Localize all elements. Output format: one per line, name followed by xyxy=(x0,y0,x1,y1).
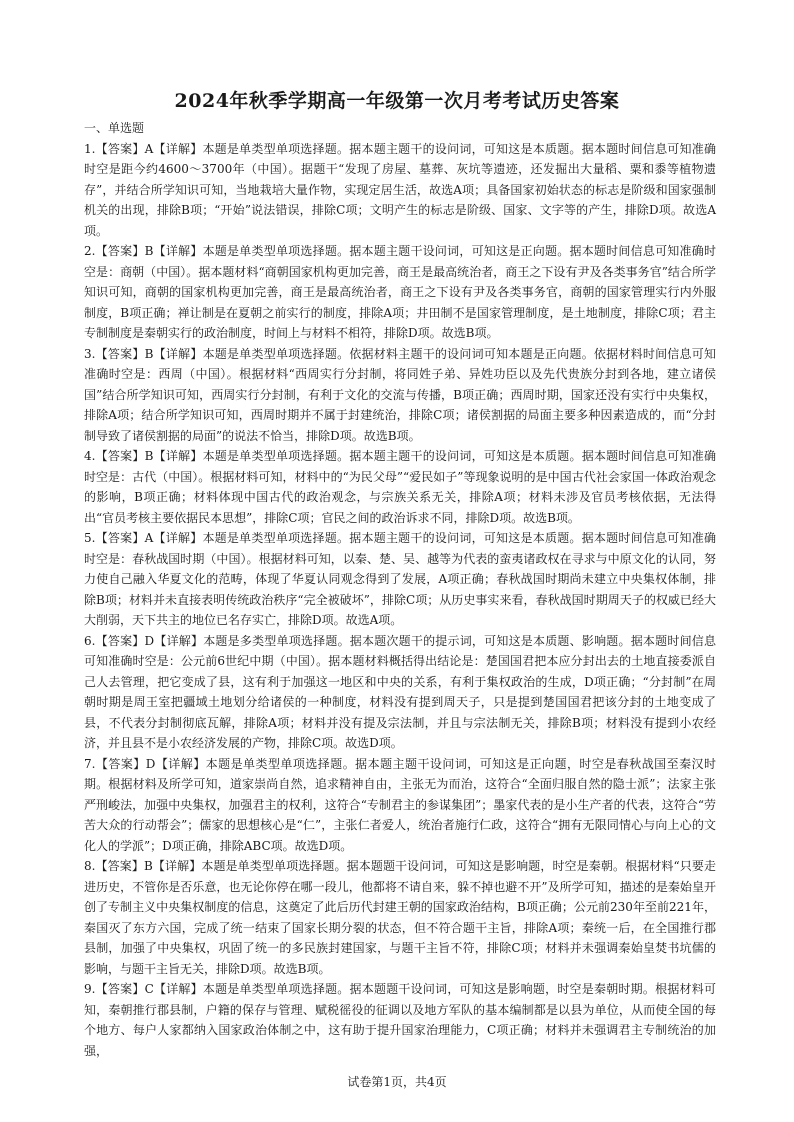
answer-item-8: 8.【答案】B【详解】本题是单类型单项选择题。据本题题干设问词，可知这是影响题，时空是秦朝。根据材料“只要走进历史，不管你是否乐意，也无论你停在哪一段儿，他都将不请自来，躲不掉也避不开”及所学可知，描述的是秦始皇开创了专制主义中央集权制度的信息，这奠定了此后历代封建王朝的国家政治结构，B项正确；公元前230年至前221年，秦国灭了东方六国，完成了统一结束了国家长期分裂的状态，但不符合题干主旨，排除A项；秦统一后，在全国推行郡县制，加强了中央集权，巩固了统一的多民族封建国家，与题干主旨不符，排除C项；材料并未强调秦始皇焚书坑儒的影响，与题干主旨无关，排除D项。故选B项。 xyxy=(84,859,716,976)
answer-item-7: 7.【答案】D【详解】本题是单类型单项选择题。据本题主题干设问词，可知这是正向题，时空是春秋战国至秦汉时期。根据材料及所学可知，道家崇尚自然，追求精神自由，主张无为而治，这符合“全面归服自然的隐士派”；法家主张严刑峻法，加强中央集权，加强君主的权利，这符合“专制君主的参谋集团”；墨家代表的是小生产者的代表，这符合“劳苦大众的行动帮会”；儒家的思想核心是“仁”，主张仁者爱人，统治者施行仁政，这符合“拥有无限同情心与向上心的文化人的学派”；D项正确，排除ABC项。故选D项。 xyxy=(84,756,716,853)
page-footer: 试卷第1页，共4页 xyxy=(347,1075,447,1089)
answer-item-6: 6.【答案】D【详解】本题是多类型单项选择题。据本题次题干的提示词，可知这是本质题、影响题。据本题时间信息可知准确时空是：公元前6世纪中期（中国）。据本题材料概括得出结论是：楚国国君把本应分封出去的土地直接委派自己人去管理，把它变成了县，这有利于加强这一地区和中央的关系，有利于集权政治的生成，D项正确；“分封制”在周朝时期是周王室把疆域土地划分给诸侯的一种制度，材料没有提到周天子，只是提到楚国国君把该分封的土地变成了县，不代表分封制彻底瓦解，排除A项；材料并没有提及宗法制，并且与宗法制无关，排除B项；材料没有提到小农经济，并且县不是小农经济发展的产物，排除C项。故选D项。 xyxy=(84,633,716,750)
section-heading: 一、单选题 xyxy=(84,121,145,135)
answer-item-4: 4.【答案】B【详解】本题是单类型单项选择题。据本题主题干的设问词，可知这是本质题。据本题时间信息可知准确时空是：古代（中国）。根据材料可知，材料中的“为民父母”“爱民如子”等现象说明的是中国古代社会家国一体政治观念的影响，B项正确；材料体现中国古代的政治观念，与宗族关系无关，排除A项；材料未涉及官员考核依据，无法得出“官员考核主要依据民本思想”，排除C项；官民之间的政治诉求不同，排除D项。故选B项。 xyxy=(84,449,716,525)
answer-item-1: 1.【答案】A【详解】本题是单类型单项选择题。据本题主题干的设问词，可知这是本质题。据本题时间信息可知准确时空是距今约4600～3700年（中国）。据题干“发现了房屋、墓葬、灰坑等遗迹，还发掘出大量稻、粟和黍等植物遗存”，并结合所学知识可知，当地栽培大量作物，实现定居生活，故选A项；具备国家初始状态的标志是阶级和国家强制机关的出现，排除B项；“开始”说法错误，排除C项；文明产生的标志是阶级、国家、文字等的产生，排除D项。故选A项。 xyxy=(84,141,716,238)
answer-item-9: 9.【答案】C【详解】本题是单类型单项选择题。据本题题干设问词，可知这是影响题，时空是秦朝时期。根据材料可知，秦朝推行郡县制，户籍的保存与管理、赋税徭役的征调以及地方军队的基本编制都是以县为单位，从而使全国的每个地方、每户人家都纳入国家政治体制之中，这有助于提升国家治理能力，C项正确；材料并未强调君主专制统治的加强， xyxy=(84,982,716,1058)
answer-item-3: 3.【答案】B【详解】本题是单类型单项选择题。依据材料主题干的设问词可知本题是正向题。依据材料时间信息可知准确时空是：西周（中国）。根据材料“西周实行分封制，将同姓子弟、异姓功臣以及先代贵族分封到各地，建立诸侯国”结合所学知识可知，西周实行分封制，有利于文化的交流与传播，B项正确；西周时期，国家还没有实行中央集权，排除A项；结合所学知识可知，西周时期并不属于封建统治，排除C项；诸侯割据的局面主要多种因素造成的，而“分封制导致了诸侯割据的局面”的说法不恰当，排除D项。故选B项。 xyxy=(84,346,716,443)
page-title: 2024年秋季学期高一年级第一次月考考试历史答案 xyxy=(174,90,620,112)
answer-item-2: 2.【答案】B【详解】本题是单类型单项选择题。据本题主题干设问词，可知这是正向题。据本题时间信息可知准确时空是：商朝（中国）。据本题材料“商朝国家机构更加完善，商王是最高统治者，商王之下设有尹及各类事务官”结合所学知识可知，商朝的国家机构更加完善，商王是最高统治者，商王之下设有尹及各类事务官，商朝的国家管理实行内外服制度，B项正确；禅让制是在夏朝之前实行的制度，排除A项；井田制不是国家管理制度，是土地制度，排除C项；君主专制制度是秦朝实行的政治制度，时间上与材料不相符，排除D项。故选B项。 xyxy=(84,244,716,340)
answer-item-5: 5.【答案】A【详解】本题是单类型单项选择题。据本题主题干的设问词，可知这是本质题。据本题时间信息可知准确时空是：春秋战国时期（中国）。根据材料可知，以秦、楚、吴、越等为代表的蛮夷诸政权在寻求与中原文化的认同，努力使自己融入华夏文化的范畴，体现了华夏认同观念得到了发展，A项正确；春秋战国时期尚未建立中央集权体制，排除B项；材料并未直接表明传统政治秩序“完全被破坏”，排除C项；从历史事实来看，春秋战国时期周天子的权威已经大大削弱，天下共主的地位已名存实亡，排除D项。故选A项。 xyxy=(84,531,716,627)
answer-content xyxy=(84,118,716,1061)
